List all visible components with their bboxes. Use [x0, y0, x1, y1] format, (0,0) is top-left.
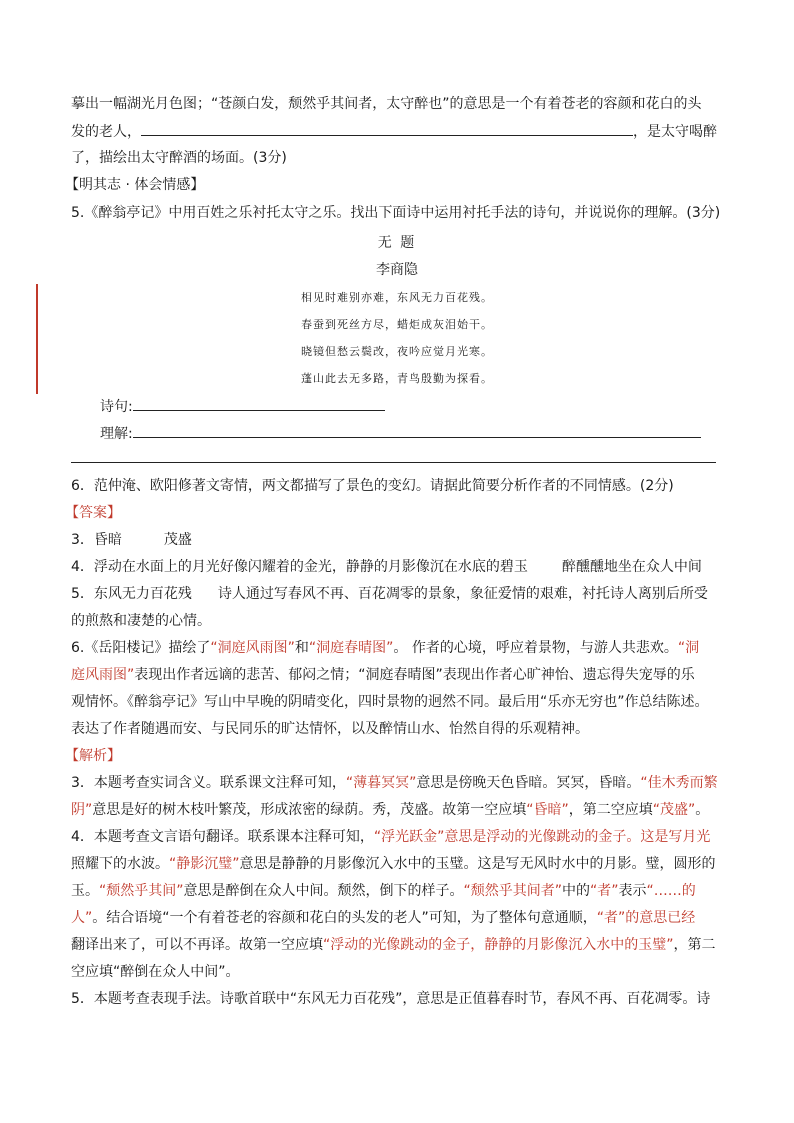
q4-line-2 [71, 121, 717, 142]
answer-5-part-2: 诗人通过写春风不再、百花凋零的景象，象征爱情的艰难，衬托诗人离别后所受 [217, 586, 708, 602]
analysis-4-quote-6a: “……的 [646, 883, 696, 899]
analysis-4-text-e: 玉。 [71, 883, 99, 899]
analysis-4-text-c: 照耀下的水波。 [71, 856, 169, 872]
q4-line-2-text: 发的老人， [71, 124, 141, 140]
answer-5-part-1: 东风无力百花残 [93, 586, 192, 602]
answer-5-line-2: 的煎熬和凄楚的心情。 [71, 613, 211, 629]
analysis-3-text-c: 意思是好的树木枝叶繁茂，形成浓密的绿荫。秀，茂盛。故第一空应填 [92, 802, 527, 818]
analysis-3-quote-2a: “佳木秀而繁 [640, 775, 718, 791]
analysis-4-text-g: 中的 [562, 883, 591, 899]
analysis-4-quote-1: “浮光跃金” [373, 829, 445, 845]
analysis-3-text-d: ，第二空应填 [568, 802, 653, 818]
analysis-3-line-1 [71, 773, 718, 793]
margin-mark [36, 284, 38, 394]
analysis-4-quote-7: “者”的意思已经 [596, 910, 696, 926]
analysis-4-line-2 [71, 854, 716, 874]
analysis-4-text-d: 意思是静静的月影像沉入水中的玉璧。这是写无风时水中的月影。璧，圆形的 [239, 856, 716, 872]
analysis-4-line-1 [71, 827, 710, 847]
poem-title: 无 题 [377, 235, 417, 251]
answer-6-quote-3b: 庭风雨图” [71, 667, 135, 683]
analysis-4-line-5 [71, 935, 716, 955]
q5-verse-row [100, 396, 385, 417]
answer-6-text-d: 表现出作者远谪的悲苦、郁闷之情；“洞庭春晴图”表现出作者心旷神怡、遗忘得失宠辱的乐 [134, 667, 695, 683]
answer-6-quote-2: “洞庭春晴图” [308, 640, 394, 656]
answer-5-num: 5． [71, 586, 94, 602]
answer-4-num: 4． [71, 559, 94, 575]
analysis-3-text-e: 。 [695, 802, 710, 818]
answer-6-quote-1: “洞庭风雨图” [210, 640, 295, 656]
answer-5 [71, 584, 708, 604]
analysis-4-text-a: 4．本题考查文言语句翻译。联系课本注释可知， [71, 829, 374, 845]
poem-line-1: 相见时难别亦难，东风无力百花残。 [301, 291, 493, 304]
analysis-3-line-2 [71, 800, 709, 820]
poem-author: 李商隐 [376, 262, 418, 278]
analysis-4-quote-3: “颓然乎其间” [99, 883, 184, 899]
answer-6-text-c: 。 作者的心境，呼应着景物，与游人共悲欢。 [393, 640, 678, 656]
analysis-4-text-h: 表示 [618, 883, 647, 899]
q5-verse-label: 诗句: [100, 399, 133, 415]
analysis-4-text-b: 意思是浮动的光像跳动的金子。这是写月光 [444, 829, 711, 845]
answer-6-line-3: 观情怀。《醉翁亭记》写山中早晚的阴晴变化，四时景物的迥然不同。最后用“乐亦无穷也”作总结陈述。 [71, 694, 709, 710]
analysis-4-quote-5: “者” [590, 883, 619, 899]
poem-line-4: 蓬山此去无多路，青鸟殷勤为探看。 [301, 372, 493, 385]
answer-3-part-1: 昏暗 [93, 532, 122, 548]
q4-line-1: 摹出一幅湖光月色图；“苍颜白发，颓然乎其间者，太守醉也”的意思是一个有着苍老的容颜和花白的头 [71, 96, 702, 112]
q4-line-2-tail: ，是太守喝醉 [633, 124, 717, 140]
analysis-4-text-i: 。结合语境“一个有着苍老的容颜和花白的头发的老人”可知，为了整体句意通顺， [92, 910, 597, 926]
analysis-3-quote-4: “茂盛” [652, 802, 696, 818]
analysis-4-text-f: 意思是醉倒在众人中间。颓然，倒下的样子。 [183, 883, 464, 899]
analysis-3-quote-1: “薄暮冥冥” [345, 775, 417, 791]
analysis-4-line-3 [71, 881, 696, 901]
answer-6-line-4: 表达了作者随遇而安、与民同乐的旷达情怀，以及醉情山水、怡然自得的乐观精神。 [71, 721, 589, 737]
answers-heading: 【答案】 [65, 505, 121, 521]
analysis-4-line-4 [71, 908, 695, 928]
analysis-4-line-6: 空应填“醉倒在众人中间”。 [71, 964, 240, 980]
answer-4 [71, 557, 702, 577]
answer-6-text-b: 和 [294, 640, 309, 656]
analysis-4-text-k: ，第二 [673, 937, 716, 953]
q4-answer-blank[interactable] [141, 121, 633, 136]
analysis-5-line-1: 5．本题考查表现手法。诗歌首联中“东风无力百花残”，意思是正值暮春时节，春风不再、百花凋零。诗 [71, 991, 711, 1007]
answer-4-part-1: 浮动在水面上的月光好像闪耀着的金光，静静的月影像沉在水底的碧玉 [93, 559, 528, 575]
q5-understanding-row [100, 423, 701, 444]
section-heading: 【明其志 · 体会情感】 [65, 177, 205, 193]
poem-line-2: 春蚕到死丝方尽，蜡炬成灰泪始干。 [301, 318, 493, 331]
q5-verse-blank[interactable] [133, 396, 385, 411]
analysis-3-text-a: 3．本题考查实词含义。联系课文注释可知， [71, 775, 346, 791]
analysis-4-text-j: 翻译出来了，可以不再译。故第一空应填 [71, 937, 323, 953]
analysis-4-quote-4: “颓然乎其间者” [463, 883, 563, 899]
answer-3-num: 3． [71, 532, 94, 548]
q5-understanding-blank[interactable] [133, 423, 701, 438]
analysis-heading: 【解析】 [65, 748, 121, 764]
answer-6-line-2 [71, 665, 695, 685]
answer-6-line-1 [71, 638, 699, 658]
analysis-3-text-b: 意思是傍晚天色昏暗。冥冥，昏暗。 [416, 775, 641, 791]
analysis-3-quote-2b: 阴” [71, 802, 93, 818]
q6-prompt: 6．范仲淹、欧阳修著文寄情，两文都描写了景色的变幻。请据此简要分析作者的不同情感。(2分) [71, 478, 674, 494]
answer-3 [71, 530, 192, 550]
poem-line-3: 晓镜但愁云鬓改，夜吟应觉月光寒。 [301, 345, 493, 358]
q5-understanding-label: 理解: [100, 426, 133, 442]
answer-3-part-2: 茂盛 [163, 532, 192, 548]
answer-6-quote-3a: “洞 [677, 640, 700, 656]
q5-prompt: 5.《醉翁亭记》中用百姓之乐衬托太守之乐。找出下面诗中运用衬托手法的诗句，并说说你的理解。(3分) [71, 205, 721, 221]
answer-4-part-2: 醉醺醺地坐在众人中间 [561, 559, 702, 575]
analysis-4-quote-2: “静影沉璧” [169, 856, 240, 872]
analysis-4-quote-8: “浮动的光像跳动的金子，静静的月影像沉入水中的玉璧” [323, 937, 674, 953]
answer-6-text-a: 6.《岳阳楼记》描绘了 [71, 640, 211, 656]
analysis-3-quote-3: “昏暗” [526, 802, 569, 818]
q4-line-3: 了，描绘出太守醉酒的场面。(3分) [71, 150, 287, 166]
analysis-4-quote-6b: 人” [71, 910, 93, 926]
q5-extra-answer-line[interactable] [71, 462, 716, 463]
